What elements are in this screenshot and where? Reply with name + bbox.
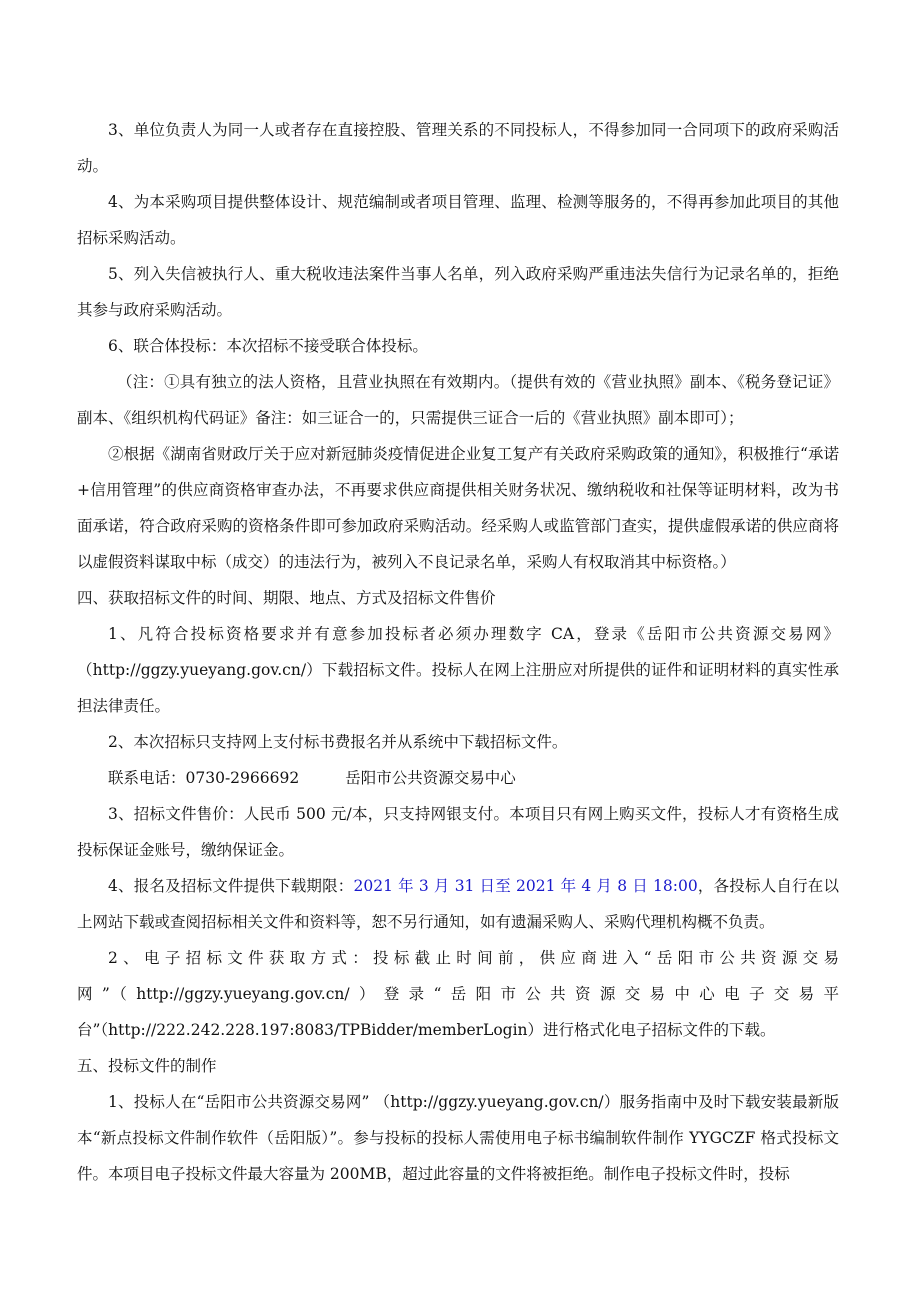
section-4-item-1: 1、凡符合投标资格要求并有意参加投标者必须办理数字 CA，登录《岳阳市公共资源交易网》（http://ggzy.yueyang.gov.cn/）下载招标文件。投标人在网上注册应对所提供的证件和证明材料的真实性承担法律责任。 — [77, 625, 839, 715]
section-4-heading: 四、获取招标文件的时间、期限、地点、方式及招标文件售价 — [77, 589, 496, 607]
paragraph-item-6: 6、联合体投标：本次招标不接受联合体投标。 — [108, 337, 428, 355]
contact-organization: 岳阳市公共资源交易中心 — [345, 769, 516, 787]
section-5-heading: 五、投标文件的制作 — [77, 1057, 217, 1075]
contact-phone: 联系电话：0730-2966692 — [108, 769, 300, 787]
section-4-item-electronic: 2、电子招标文件获取方式：投标截止时间前，供应商进入“岳阳市公共资源交易网”（http://ggzy.yueyang.gov.cn/）登录“岳阳市公共资源交易中心电子交易平台”（http://222.242.228.197:8083/TPBidder/memberLogin）进行格式化电子招标文件的下载。 — [77, 949, 839, 1039]
section-5-item-1: 1、投标人在“岳阳市公共资源交易网” （http://ggzy.yueyang.gov.cn/）服务指南中及时下载安装最新版本“新点投标文件制作软件（岳阳版）”。参与投标的投标人需使用电子标书编制软件制作 YYGCZF 格式投标文件。本项目电子投标文件最大容量为 200MB，超过此容量的文件将被拒绝。制作电子投标文件时，投标 — [77, 1093, 839, 1183]
section-4-item-3: 3、招标文件售价：人民币 500 元/本，只支持网银支付。本项目只有网上购买文件，投标人才有资格生成投标保证金账号，缴纳保证金。 — [77, 805, 839, 859]
download-period-note: ，各投标人自行在以上网站下载或查阅招标相关文件和资料等，恕不另行通知，如有遗漏采购人、采购代理机构概不负责。 — [77, 877, 839, 931]
contact-line — [77, 760, 839, 796]
document-page — [77, 112, 839, 1192]
section-4-item-2: 2、本次招标只支持网上支付标书费报名并从系统中下载招标文件。 — [108, 733, 568, 751]
paragraph-item-5: 5、列入失信被执行人、重大税收违法案件当事人名单，列入政府采购严重违法失信行为记录名单的，拒绝其参与政府采购活动。 — [77, 265, 839, 319]
download-period-dates: 2021 年 3 月 31 日至 2021 年 4 月 8 日 18:00 — [353, 877, 698, 895]
paragraph-item-3: 3、单位负责人为同一人或者存在直接控股、管理关系的不同投标人，不得参加同一合同项下的政府采购活动。 — [77, 121, 839, 175]
note-qualification-2: ②根据《湖南省财政厅关于应对新冠肺炎疫情促进企业复工复产有关政府采购政策的通知》，积极推行“承诺+信用管理”的供应商资格审查办法，不再要求供应商提供相关财务状况、缴纳税收和社保等证明材料，改为书面承诺，符合政府采购的资格条件即可参加政府采购活动。经采购人或监管部门查实，提供虚假承诺的供应商将以虚假资料谋取中标（成交）的违法行为，被列入不良记录名单，采购人有权取消其中标资格。） — [77, 445, 839, 571]
download-period-label: 4、报名及招标文件提供下载期限： — [108, 877, 354, 895]
note-qualification-1: （注：①具有独立的法人资格，且营业执照在有效期内。（提供有效的《营业执照》副本、《税务登记证》副本、《组织机构代码证》备注：如三证合一的，只需提供三证合一后的《营业执照》副本即可）； — [77, 373, 839, 427]
paragraph-item-4: 4、为本采购项目提供整体设计、规范编制或者项目管理、监理、检测等服务的，不得再参加此项目的其他招标采购活动。 — [77, 193, 839, 247]
section-4-item-4 — [77, 868, 839, 940]
